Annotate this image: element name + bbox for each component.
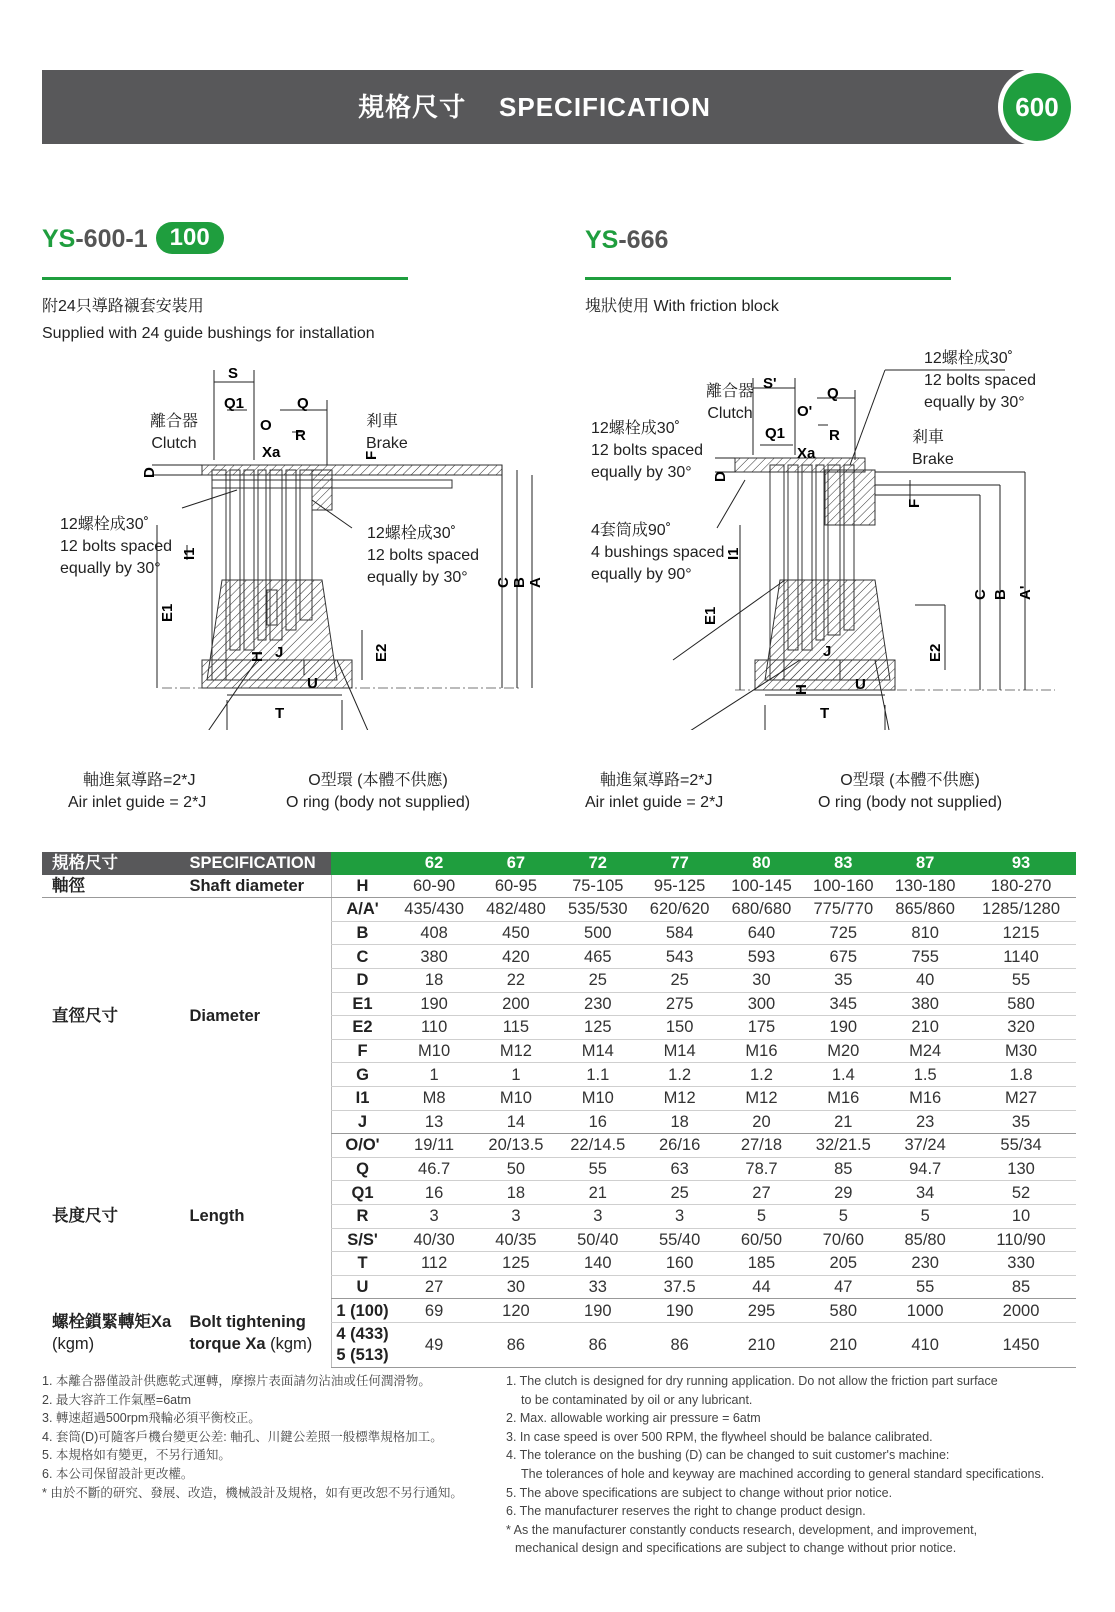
table-cell: 130-180 [884, 875, 966, 898]
table-cell: 19/11 [393, 1134, 475, 1158]
table-cell: 18 [475, 1181, 557, 1205]
row-key: I1 [331, 1086, 393, 1110]
table-cell: 160 [639, 1252, 721, 1276]
table-cell: 110 [393, 1016, 475, 1040]
table-cell: 37.5 [639, 1275, 721, 1299]
table-cell: 27 [393, 1275, 475, 1299]
table-cell: M14 [639, 1039, 721, 1063]
torque-group-en [179, 1299, 331, 1368]
shaft-group-zh: 軸徑 [42, 875, 179, 898]
table-cell: 120 [475, 1299, 557, 1323]
table-cell: 543 [639, 945, 721, 969]
note-line: 6. The manufacturer reserves the right to change product design. [506, 1504, 866, 1519]
table-cell: 190 [557, 1299, 639, 1323]
table-cell: 1285/1280 [966, 898, 1076, 922]
dim-xa-label: Xa [262, 444, 281, 461]
table-cell: 1.2 [721, 1063, 803, 1087]
table-cell: 18 [393, 968, 475, 992]
table-cell: 60-95 [475, 875, 557, 898]
row-key: S/S' [331, 1228, 393, 1252]
table-cell: M24 [884, 1039, 966, 1063]
table-cell: 40/35 [475, 1228, 557, 1252]
dim-b-label: B [511, 577, 528, 588]
dim-q1-label: Q1 [765, 425, 786, 442]
table-cell: 2000 [966, 1299, 1076, 1323]
table-cell: M12 [639, 1086, 721, 1110]
note-line: 6. 本公司保留設計更改權。 [42, 1466, 194, 1481]
table-cell: 75-105 [557, 875, 639, 898]
table-cell: 535/530 [557, 898, 639, 922]
table-cell: 69 [393, 1299, 475, 1323]
row-key: Q1 [331, 1181, 393, 1205]
table-cell: 175 [721, 1016, 803, 1040]
table-cell: 580 [802, 1299, 884, 1323]
dim-d-label: D [712, 471, 729, 482]
row-key [331, 1322, 393, 1367]
torque-zh-title: 螺栓鎖緊轉矩Xa [52, 1313, 172, 1332]
table-cell: 86 [639, 1322, 721, 1367]
table-cell: 210 [721, 1322, 803, 1367]
dim-r-label: R [295, 427, 306, 444]
row-key: E2 [331, 1016, 393, 1040]
dim-j-label: J [275, 644, 284, 661]
table-cell: 125 [557, 1016, 639, 1040]
right-oring-label: O型環 (本體不供應) O ring (body not supplied) [818, 772, 1003, 811]
size-header: 93 [966, 852, 1076, 875]
table-cell: 408 [393, 921, 475, 945]
note-line: 5. The above specifications are subject to change without prior notice. [506, 1485, 893, 1500]
table-cell: 63 [639, 1157, 721, 1181]
note-line: 1. The clutch is designed for dry running application. Do not allow the friction part surface [506, 1374, 998, 1388]
table-cell: M12 [721, 1086, 803, 1110]
dim-h-label: H [249, 651, 266, 662]
spec-header-en: SPECIFICATION [179, 852, 331, 875]
table-cell: 140 [557, 1252, 639, 1276]
table-cell: 330 [966, 1252, 1076, 1276]
table-cell: 380 [393, 945, 475, 969]
note-line: * As the manufacturer constantly conducts research, development, and improvement, [506, 1522, 978, 1537]
left-bolts-label-a: 12螺栓成30˚ 12 bolts spaced equally by 30° [60, 516, 173, 577]
table-cell: 34 [884, 1181, 966, 1205]
dim-c-label: C [972, 589, 989, 600]
table-cell: 345 [802, 992, 884, 1016]
table-cell: 21 [802, 1110, 884, 1134]
table-cell: 52 [966, 1181, 1076, 1205]
table-cell: 55/40 [639, 1228, 721, 1252]
dim-e1-label: E1 [159, 603, 176, 622]
left-bolts-label-b: 12螺栓成30˚ 12 bolts spaced equally by 30° [367, 525, 480, 586]
left-oring-label: O型環 (本體不供應) O ring (body not supplied) [286, 772, 471, 811]
dim-t-label: T [820, 705, 830, 722]
size-header: 72 [557, 852, 639, 875]
table-cell: 50 [475, 1157, 557, 1181]
length-group-zh: 長度尺寸 [52, 1207, 118, 1226]
table-cell: 3 [393, 1204, 475, 1228]
torque-en-line1: Bolt tightening [189, 1313, 306, 1332]
notes-chinese [42, 1372, 463, 1502]
spec-header-key [331, 852, 393, 875]
right-bolts-left-label: 12螺栓成30˚ 12 bolts spaced equally by 30° [591, 420, 704, 481]
table-cell: 16 [557, 1110, 639, 1134]
table-cell: 230 [884, 1252, 966, 1276]
row-key-line: 5 (513) [336, 1345, 389, 1364]
table-cell: 94.7 [884, 1157, 966, 1181]
table-cell: 27/18 [721, 1134, 803, 1158]
note-line: to be contaminated by oil or any lubricant. [521, 1392, 753, 1407]
page-title: 規格尺寸 SPECIFICATION [358, 92, 711, 122]
dim-a-prime-label: A' [1017, 585, 1034, 600]
table-cell: 640 [721, 921, 803, 945]
table-cell: 465 [557, 945, 639, 969]
table-cell: 230 [557, 992, 639, 1016]
table-cell: 300 [721, 992, 803, 1016]
table-cell: M12 [475, 1039, 557, 1063]
note-line: 2. 最大容許工作氣壓=6atm [42, 1392, 191, 1407]
table-cell: 60-90 [393, 875, 475, 898]
right-bushings-label: 4套筒成90˚ 4 bushings spaced equally by 90° [591, 522, 725, 583]
table-cell: 1 [393, 1063, 475, 1087]
size-header: 83 [802, 852, 884, 875]
table-cell: 1.5 [884, 1063, 966, 1087]
table-cell: 593 [721, 945, 803, 969]
note-line: 3. 轉速超過500rpm飛輪必須平衡校正。 [42, 1411, 261, 1426]
table-cell: 100-145 [721, 875, 803, 898]
table-cell: 205 [802, 1252, 884, 1276]
row-key: D [331, 968, 393, 992]
table-cell: 33 [557, 1275, 639, 1299]
table-cell: 810 [884, 921, 966, 945]
table-cell: 275 [639, 992, 721, 1016]
dim-i1-label: I1 [725, 547, 742, 560]
table-row [42, 1134, 1076, 1158]
table-cell: 450 [475, 921, 557, 945]
table-cell: 21 [557, 1181, 639, 1205]
note-line: 4. 套筒(D)可隨客戶機台變更公差: 軸孔、川鍵公差照一般標準規格加工。 [42, 1429, 443, 1444]
note-line: 1. 本離合器僅設計供應乾式運轉，摩擦片表面請勿沾油或任何潤滑物。 [42, 1374, 431, 1388]
table-row [42, 1299, 1076, 1323]
row-key: C [331, 945, 393, 969]
table-cell: 25 [557, 968, 639, 992]
right-bolts-top-label: 12螺栓成30˚ 12 bolts spaced equally by 30° [924, 350, 1037, 411]
table-cell: 78.7 [721, 1157, 803, 1181]
table-cell: 125 [475, 1252, 557, 1276]
dim-f-label: F [363, 450, 380, 460]
dim-s-label: S [228, 365, 239, 382]
table-cell: 580 [966, 992, 1076, 1016]
table-cell: 482/480 [475, 898, 557, 922]
table-cell: 680/680 [721, 898, 803, 922]
table-header-row [42, 852, 1076, 875]
torque-en-unit: (kgm) [270, 1335, 313, 1354]
notes-english [506, 1372, 1044, 1558]
right-clutch-label: 離合器 Clutch [706, 383, 755, 422]
table-cell: 210 [884, 1016, 966, 1040]
row-key: 1 (100) [331, 1299, 393, 1323]
table-cell: 35 [802, 968, 884, 992]
note-line: 3. In case speed is over 500 RPM, the flywheel should be balance calibrated. [506, 1429, 933, 1444]
table-cell: 40/30 [393, 1228, 475, 1252]
table-cell: 1000 [884, 1299, 966, 1323]
dim-o-prime-label: O' [797, 403, 813, 420]
left-description: 附24只導路襯套安裝用 Supplied with 24 guide bushings for installation [42, 298, 375, 342]
table-cell: 420 [475, 945, 557, 969]
table-cell: 150 [639, 1016, 721, 1040]
dim-e2-label: E2 [927, 643, 944, 662]
table-cell: 10 [966, 1204, 1076, 1228]
table-cell: 85/80 [884, 1228, 966, 1252]
torque-zh-unit: (kgm) [52, 1335, 95, 1354]
table-cell: 20 [721, 1110, 803, 1134]
table-cell: 755 [884, 945, 966, 969]
left-clutch-label: 離合器 Clutch [150, 413, 199, 452]
row-key: E1 [331, 992, 393, 1016]
dim-q-label: Q [297, 395, 309, 412]
table-cell: 190 [639, 1299, 721, 1323]
right-brake-label: 剎車 Brake [912, 429, 954, 468]
table-cell: M16 [884, 1086, 966, 1110]
row-key: U [331, 1275, 393, 1299]
row-key-line: 4 (433) [336, 1324, 389, 1343]
row-key: B [331, 921, 393, 945]
table-cell: 50/40 [557, 1228, 639, 1252]
table-cell: 675 [802, 945, 884, 969]
table-cell: 3 [639, 1204, 721, 1228]
size-header: 67 [475, 852, 557, 875]
size-header: 87 [884, 852, 966, 875]
dim-u-label: U [307, 675, 318, 692]
note-line: The tolerances of hole and keyway are machined according to general standard specifications. [521, 1466, 1045, 1481]
table-cell: 100-160 [802, 875, 884, 898]
dim-s-prime-label: S' [763, 375, 777, 392]
table-row [42, 898, 1076, 922]
dim-d-label: D [141, 467, 158, 478]
row-key: R [331, 1204, 393, 1228]
table-cell: 112 [393, 1252, 475, 1276]
dim-j-label: J [823, 643, 832, 660]
table-cell: 46.7 [393, 1157, 475, 1181]
row-key: G [331, 1063, 393, 1087]
table-cell: 295 [721, 1299, 803, 1323]
table-cell: 1.4 [802, 1063, 884, 1087]
table-cell: 13 [393, 1110, 475, 1134]
table-cell: 22/14.5 [557, 1134, 639, 1158]
row-key: O/O' [331, 1134, 393, 1158]
table-cell: 25 [639, 968, 721, 992]
table-cell: M30 [966, 1039, 1076, 1063]
table-cell: 180-270 [966, 875, 1076, 898]
table-cell: 29 [802, 1181, 884, 1205]
table-cell: 1.2 [639, 1063, 721, 1087]
table-cell: 47 [802, 1275, 884, 1299]
table-cell: M10 [557, 1086, 639, 1110]
shaft-group-en: Shaft diameter [179, 875, 331, 898]
table-cell: 775/770 [802, 898, 884, 922]
table-cell: 49 [393, 1322, 475, 1367]
table-cell: 60/50 [721, 1228, 803, 1252]
table-cell: 30 [721, 968, 803, 992]
note-line: * 由於不斷的研究、發展、改造，機械設計及規格，如有更改恕不另行通知。 [42, 1485, 463, 1500]
table-cell: M27 [966, 1086, 1076, 1110]
table-cell: 37/24 [884, 1134, 966, 1158]
right-green-rule [585, 277, 951, 280]
table-cell: 95-125 [639, 875, 721, 898]
table-cell: 23 [884, 1110, 966, 1134]
left-air-inlet-label: 軸進氣導路=2*J Air inlet guide = 2*J [68, 772, 207, 811]
table-cell: 130 [966, 1157, 1076, 1181]
note-line: 2. Max. allowable working air pressure = 6atm [506, 1411, 761, 1426]
spec-header-zh: 規格尺寸 [42, 852, 179, 875]
table-cell: 115 [475, 1016, 557, 1040]
table-cell: M16 [721, 1039, 803, 1063]
right-air-inlet-label: 軸進氣導路=2*J Air inlet guide = 2*J [585, 772, 724, 811]
table-cell: 55/34 [966, 1134, 1076, 1158]
table-row [42, 875, 1076, 898]
row-key: A/A' [331, 898, 393, 922]
dim-e2-label: E2 [373, 643, 390, 662]
row-key: Q [331, 1157, 393, 1181]
table-cell: 16 [393, 1181, 475, 1205]
table-cell: 500 [557, 921, 639, 945]
table-cell: 55 [884, 1275, 966, 1299]
dim-q1-label: Q1 [224, 395, 245, 412]
table-cell: M10 [393, 1039, 475, 1063]
table-cell: 190 [802, 1016, 884, 1040]
dim-a-label: A [527, 577, 544, 588]
left-brake-label: 剎車 Brake [366, 413, 408, 452]
table-cell: M16 [802, 1086, 884, 1110]
table-cell: 32/21.5 [802, 1134, 884, 1158]
model-badge: 600 [998, 68, 1076, 146]
table-cell: 1450 [966, 1322, 1076, 1367]
table-cell: 14 [475, 1110, 557, 1134]
table-cell: M14 [557, 1039, 639, 1063]
table-cell: M20 [802, 1039, 884, 1063]
table-cell: 20/13.5 [475, 1134, 557, 1158]
left-green-rule [42, 277, 408, 280]
table-cell: 1 [475, 1063, 557, 1087]
note-line: 4. The tolerance on the bushing (D) can be changed to suit customer's machine: [506, 1448, 950, 1463]
torque-group-zh [42, 1299, 179, 1368]
table-cell: 584 [639, 921, 721, 945]
diameter-group-zh: 直徑尺寸 [52, 1006, 118, 1025]
right-model-title: YS-666 [585, 226, 669, 254]
table-cell: 200 [475, 992, 557, 1016]
note-line: mechanical design and specifications are subject to change without prior notice. [515, 1541, 957, 1556]
table-cell: 1215 [966, 921, 1076, 945]
size-header: 77 [639, 852, 721, 875]
length-group-en: Length [189, 1207, 245, 1226]
table-cell: 35 [966, 1110, 1076, 1134]
table-cell: 1.1 [557, 1063, 639, 1087]
table-cell: 3 [557, 1204, 639, 1228]
dim-h-label: H [793, 684, 810, 695]
dim-xa-label: Xa [797, 445, 816, 462]
table-cell: 22 [475, 968, 557, 992]
dim-i1-label: I1 [181, 547, 198, 560]
table-cell: 86 [475, 1322, 557, 1367]
table-cell: 190 [393, 992, 475, 1016]
table-cell: 25 [639, 1181, 721, 1205]
dim-c-label: C [495, 577, 512, 588]
table-cell: 5 [802, 1204, 884, 1228]
table-cell: M8 [393, 1086, 475, 1110]
table-cell: 410 [884, 1322, 966, 1367]
dim-q-label: Q [827, 385, 839, 402]
table-cell: 55 [966, 968, 1076, 992]
table-cell: 5 [721, 1204, 803, 1228]
row-key: T [331, 1252, 393, 1276]
row-key: H [331, 875, 393, 898]
table-cell: 435/430 [393, 898, 475, 922]
table-cell: 320 [966, 1016, 1076, 1040]
table-cell: 26/16 [639, 1134, 721, 1158]
table-cell: 27 [721, 1181, 803, 1205]
table-cell: 380 [884, 992, 966, 1016]
right-description: 塊狀使用 With friction block [585, 298, 779, 315]
torque-en-line2: torque Xa [189, 1335, 266, 1354]
size-header: 80 [721, 852, 803, 875]
table-cell: 1140 [966, 945, 1076, 969]
dim-r-label: R [829, 427, 840, 444]
table-cell: 70/60 [802, 1228, 884, 1252]
table-cell: 620/620 [639, 898, 721, 922]
table-cell: 55 [557, 1157, 639, 1181]
table-cell: 1.8 [966, 1063, 1076, 1087]
row-key: F [331, 1039, 393, 1063]
table-cell: 185 [721, 1252, 803, 1276]
size-header: 62 [393, 852, 475, 875]
dim-u-label: U [855, 676, 866, 693]
table-cell: 18 [639, 1110, 721, 1134]
table-cell: 44 [721, 1275, 803, 1299]
dim-b-label: B [992, 589, 1009, 600]
note-line: 5. 本規格如有變更，不另行通知。 [42, 1448, 231, 1463]
dim-o-label: O [260, 417, 272, 434]
table-cell: 86 [557, 1322, 639, 1367]
left-model-title: YS-600-1 100 [42, 222, 224, 254]
table-cell: 5 [884, 1204, 966, 1228]
table-cell: 865/860 [884, 898, 966, 922]
dim-t-label: T [275, 705, 285, 722]
table-cell: 3 [475, 1204, 557, 1228]
specification-table [42, 852, 1076, 1368]
table-cell: 85 [966, 1275, 1076, 1299]
dim-f-label: F [906, 498, 923, 508]
table-cell: 40 [884, 968, 966, 992]
table-cell: 210 [802, 1322, 884, 1367]
dim-e1-label: E1 [702, 606, 719, 625]
left-model-pill: 100 [156, 222, 224, 254]
table-cell: 725 [802, 921, 884, 945]
table-cell: 30 [475, 1275, 557, 1299]
table-cell: M10 [475, 1086, 557, 1110]
diameter-group-en: Diameter [189, 1006, 261, 1025]
table-cell: 110/90 [966, 1228, 1076, 1252]
row-key: J [331, 1110, 393, 1134]
table-cell: 85 [802, 1157, 884, 1181]
